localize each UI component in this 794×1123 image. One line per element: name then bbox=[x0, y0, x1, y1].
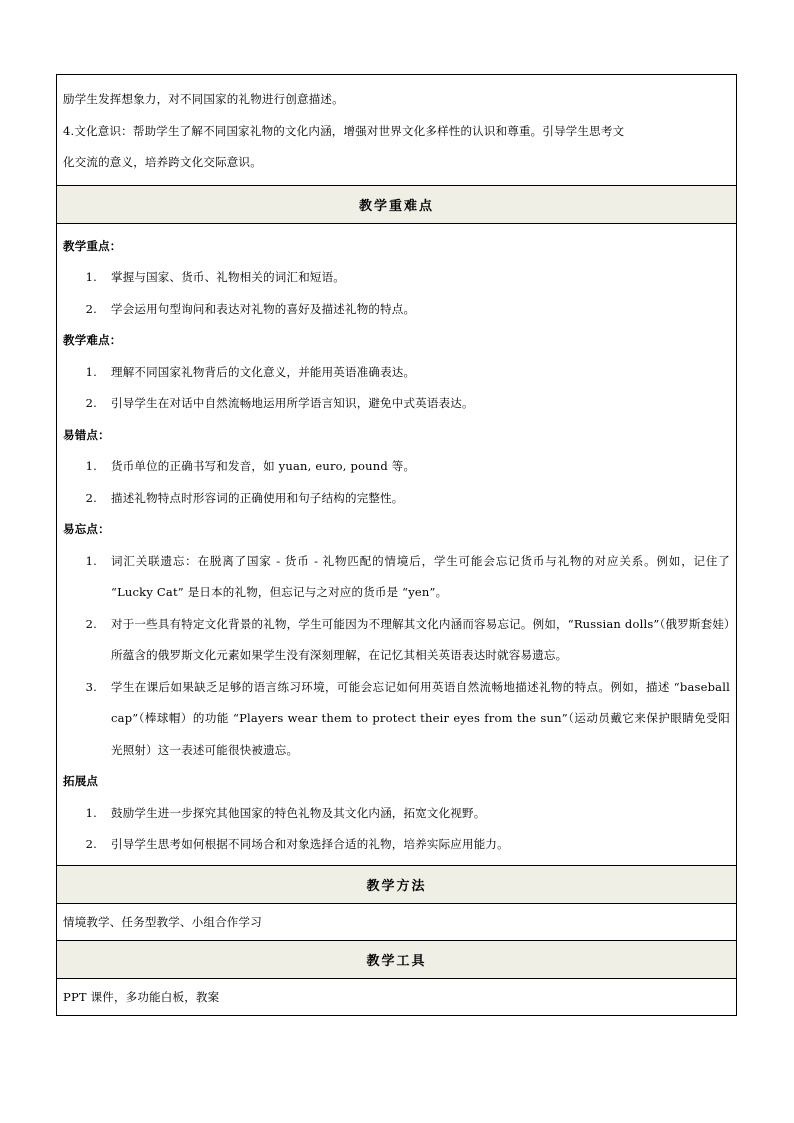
item-text: 对于一些具有特定文化背景的礼物，学生可能因为不理解其文化内涵而容易忘记。例如，“Russian dolls”（俄罗斯套娃）所蕴含的俄罗斯文化元素如果学生没有深刻理解，在记忆其相关英语表达时就容易遗忘。 bbox=[111, 616, 730, 662]
objectives-cell bbox=[57, 75, 736, 185]
list-item bbox=[63, 546, 730, 609]
item-text: 学会运用句型询问和表达对礼物的喜好及描述礼物的特点。 bbox=[111, 301, 416, 316]
item-number: 1. bbox=[85, 805, 97, 820]
lesson-plan-table bbox=[56, 74, 737, 1016]
item-number: 2. bbox=[85, 301, 97, 316]
item-number: 1. bbox=[85, 459, 97, 473]
item-text: 掌握与国家、货币、礼物相关的词汇和短语。 bbox=[111, 270, 345, 284]
list-item bbox=[63, 357, 730, 389]
difficulty-title: 教学难点： bbox=[63, 333, 122, 347]
list-item bbox=[63, 483, 730, 515]
list-item bbox=[63, 609, 730, 672]
tools-content: PPT 课件，多功能白板，教案 bbox=[57, 978, 736, 1015]
key-points-header: 教学重难点 bbox=[57, 185, 736, 223]
list-item bbox=[63, 262, 730, 294]
tools-header: 教学工具 bbox=[57, 940, 736, 978]
list-item bbox=[63, 294, 730, 326]
item-text: 引导学生思考如何根据不同场合和对象选择合适的礼物，培养实际应用能力。 bbox=[111, 837, 509, 851]
methods-header: 教学方法 bbox=[57, 865, 736, 903]
objectives-line: 励学生发挥想象力，对不同国家的礼物进行创意描述。 bbox=[63, 92, 344, 106]
error-title: 易错点： bbox=[63, 427, 110, 442]
key-points-cell bbox=[57, 223, 736, 865]
forget-title: 易忘点： bbox=[63, 522, 110, 536]
item-text: 理解不同国家礼物背后的文化意义，并能用英语准确表达。 bbox=[111, 364, 416, 379]
objectives-line: 4.文化意识：帮助学生了解不同国家礼物的文化内涵，增强对世界文化多样性的认识和尊重。引导学生思考文 bbox=[63, 123, 625, 138]
item-number: 3. bbox=[85, 679, 97, 694]
item-text: 词汇关联遗忘：在脱离了国家 - 货币 - 礼物匹配的情境后，学生可能会忘记货币与礼物的对应关系。例如，记住了 “Lucky Cat” 是日本的礼物，但忘记与之对应的货币是 “yen”。 bbox=[111, 553, 730, 599]
list-item bbox=[63, 798, 730, 830]
list-item bbox=[63, 451, 730, 483]
item-text: 货币单位的正确书写和发音，如 yuan, euro, pound 等。 bbox=[111, 459, 416, 473]
item-number: 2. bbox=[85, 616, 97, 631]
item-number: 2. bbox=[85, 837, 97, 851]
item-text: 描述礼物特点时形容词的正确使用和句子结构的完整性。 bbox=[111, 490, 404, 505]
item-number: 2. bbox=[85, 490, 97, 505]
list-item bbox=[63, 388, 730, 420]
objectives-line: 化交流的意义，培养跨文化交际意识。 bbox=[63, 155, 262, 169]
item-number: 2. bbox=[85, 396, 97, 410]
item-number: 1. bbox=[85, 364, 97, 379]
list-item bbox=[63, 829, 730, 861]
methods-content: 情境教学、任务型教学、小组合作学习 bbox=[57, 903, 736, 940]
extend-title: 拓展点 bbox=[63, 774, 99, 788]
item-text: 引导学生在对话中自然流畅地运用所学语言知识，避免中式英语表达。 bbox=[111, 396, 474, 410]
focus-title: 教学重点： bbox=[63, 238, 122, 253]
item-number: 1. bbox=[85, 270, 97, 284]
list-item bbox=[63, 672, 730, 767]
item-number: 1. bbox=[85, 553, 97, 568]
item-text: 学生在课后如果缺乏足够的语言练习环境，可能会忘记如何用英语自然流畅地描述礼物的特点。例如，描述 “baseball cap”（棒球帽）的功能 “Players wear them to protect their eyes from the sun”（运动员戴它来保护眼睛免受阳光照射）这一表述可能很快被遗忘。 bbox=[111, 679, 730, 757]
item-text: 鼓励学生进一步探究其他国家的特色礼物及其文化内涵，拓宽文化视野。 bbox=[111, 805, 486, 820]
